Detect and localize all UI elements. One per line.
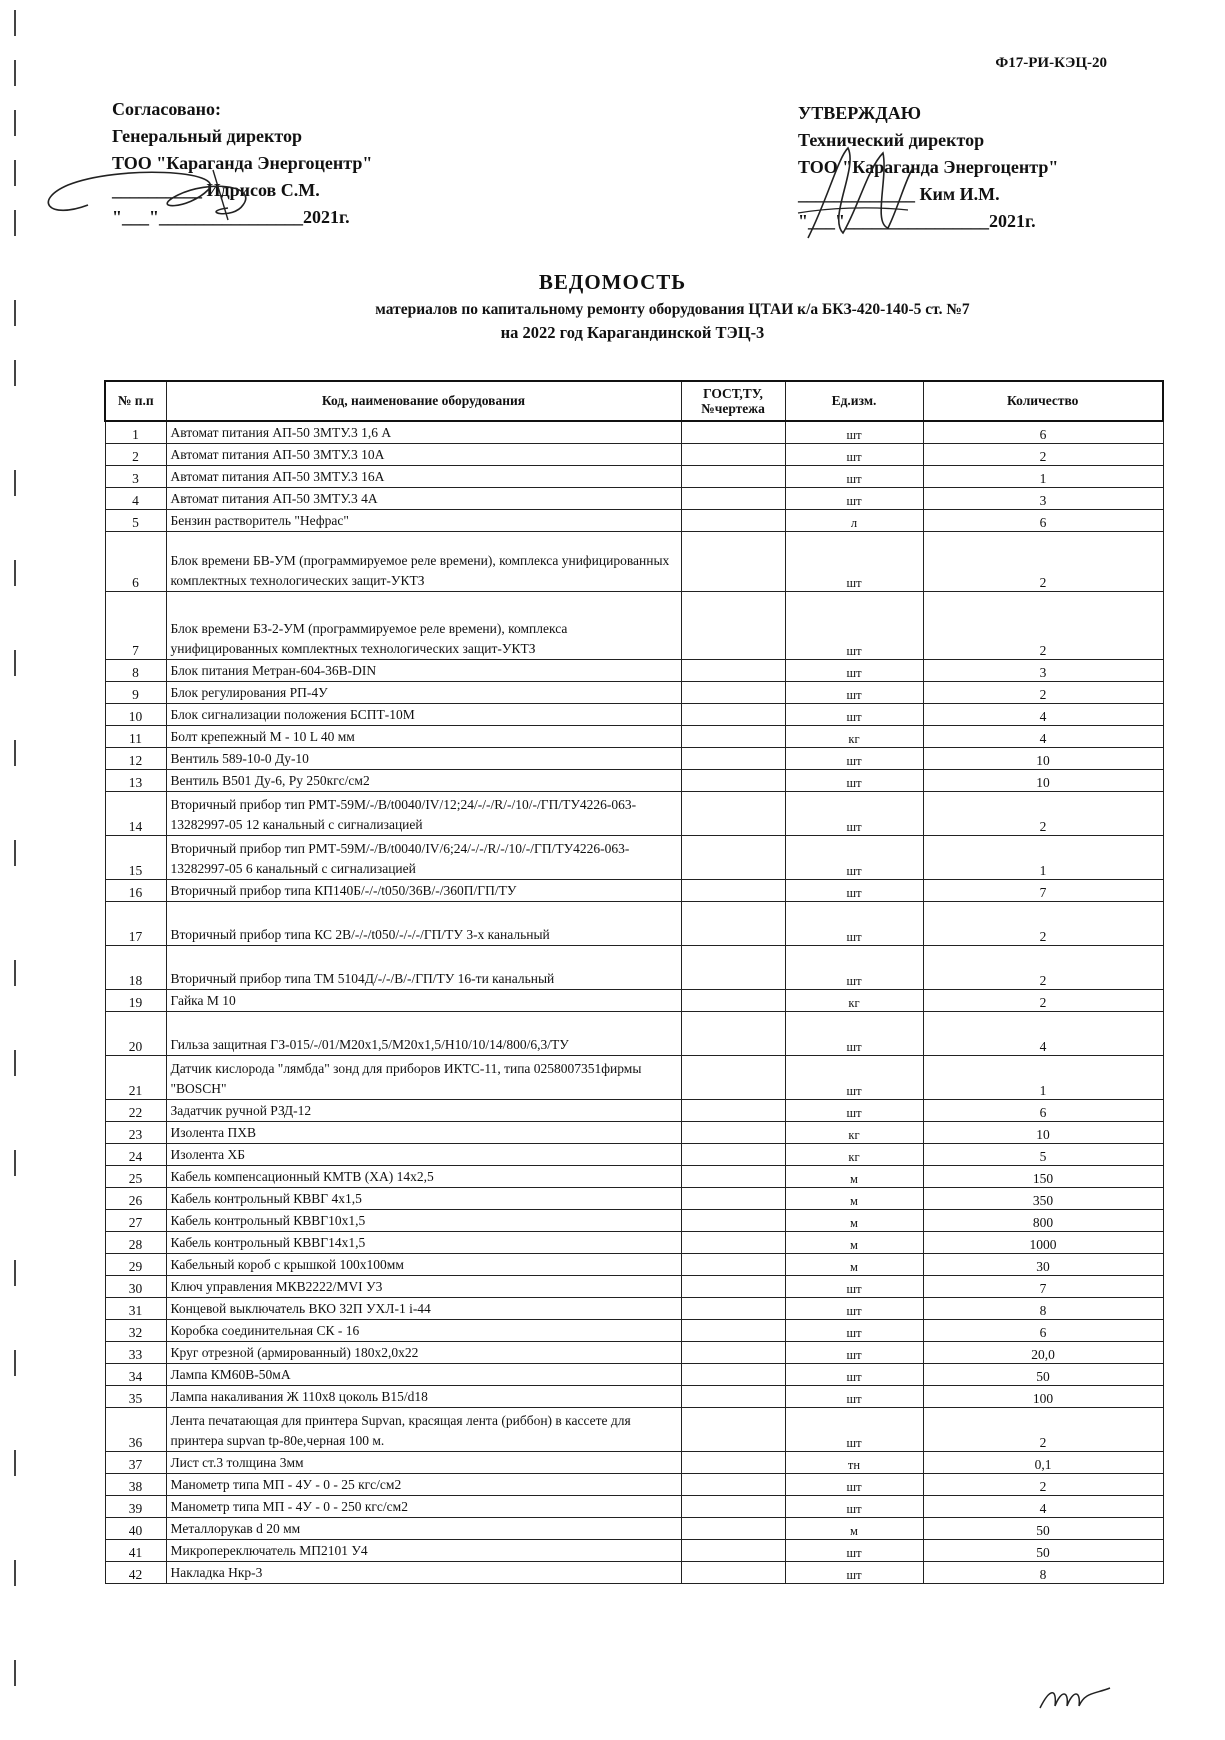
item-quantity: 100: [923, 1385, 1163, 1407]
item-quantity: 30: [923, 1253, 1163, 1275]
item-gost: [681, 1385, 785, 1407]
table-row: [105, 1517, 1163, 1539]
item-unit: шт: [785, 747, 923, 769]
item-quantity: 4: [923, 725, 1163, 747]
item-quantity: 2: [923, 681, 1163, 703]
item-unit: шт: [785, 591, 923, 659]
item-name: Металлорукав d 20 мм: [166, 1517, 681, 1539]
item-quantity: 1000: [923, 1231, 1163, 1253]
approval-left-line5: "___"________________2021г.: [112, 207, 350, 227]
item-quantity: 150: [923, 1165, 1163, 1187]
table-row: [105, 1143, 1163, 1165]
item-name: Кабельный короб с крышкой 100х100мм: [166, 1253, 681, 1275]
item-gost: [681, 945, 785, 989]
item-unit: шт: [785, 1011, 923, 1055]
table-row: [105, 681, 1163, 703]
item-unit: шт: [785, 1319, 923, 1341]
item-quantity: 1: [923, 465, 1163, 487]
item-name: Вторичный прибор типа КП140Б/-/-/t050/36В/-/360П/ГП/ТУ: [166, 879, 681, 901]
document-subtitle-1: материалов по капитальному ремонту оборудования ЦТАИ к/а БКЗ-420-140-5 ст. №7: [375, 301, 970, 318]
item-gost: [681, 1055, 785, 1099]
item-gost: [681, 1297, 785, 1319]
item-quantity: 7: [923, 879, 1163, 901]
table-row: [105, 1297, 1163, 1319]
item-unit: тн: [785, 1451, 923, 1473]
item-quantity: 350: [923, 1187, 1163, 1209]
table-row: [105, 1561, 1163, 1583]
approval-right-line4: _____________ Ким И.М.: [798, 184, 1000, 204]
item-unit: м: [785, 1187, 923, 1209]
item-quantity: 3: [923, 487, 1163, 509]
item-gost: [681, 531, 785, 591]
item-gost: [681, 989, 785, 1011]
row-number: 24: [105, 1143, 166, 1165]
row-number: 26: [105, 1187, 166, 1209]
row-number: 18: [105, 945, 166, 989]
item-name: Кабель компенсационный КМТВ (ХА) 14х2,5: [166, 1165, 681, 1187]
item-name: Круг отрезной (армированный) 180х2,0х22: [166, 1341, 681, 1363]
item-unit: шт: [785, 1363, 923, 1385]
table-row: [105, 703, 1163, 725]
item-unit: шт: [785, 465, 923, 487]
form-code: Ф17-РИ-КЭЦ-20: [995, 55, 1107, 71]
item-gost: [681, 1121, 785, 1143]
row-number: 8: [105, 659, 166, 681]
item-unit: шт: [785, 1297, 923, 1319]
table-row: [105, 879, 1163, 901]
item-unit: шт: [785, 681, 923, 703]
table-row: [105, 1341, 1163, 1363]
approval-left-line2: Генеральный директор: [112, 126, 302, 146]
item-unit: кг: [785, 989, 923, 1011]
item-name: Автомат питания АП-50 3МТУ.3 1,6 А: [166, 421, 681, 443]
table-row: [105, 487, 1163, 509]
item-unit: шт: [785, 791, 923, 835]
item-gost: [681, 1407, 785, 1451]
item-gost: [681, 1561, 785, 1583]
item-gost: [681, 725, 785, 747]
row-number: 13: [105, 769, 166, 791]
item-name: Накладка Нкр-3: [166, 1561, 681, 1583]
item-unit: м: [785, 1231, 923, 1253]
approval-right-line5: "___"________________2021г.: [798, 211, 1036, 231]
row-number: 3: [105, 465, 166, 487]
item-unit: шт: [785, 443, 923, 465]
item-gost: [681, 1451, 785, 1473]
item-quantity: 4: [923, 1495, 1163, 1517]
table-row: [105, 1495, 1163, 1517]
row-number: 10: [105, 703, 166, 725]
item-name: Кабель контрольный КВВГ 4х1,5: [166, 1187, 681, 1209]
item-name: Автомат питания АП-50 3МТУ.3 16А: [166, 465, 681, 487]
header-qty: Количество: [923, 381, 1163, 421]
item-unit: шт: [785, 1473, 923, 1495]
table-row: [105, 1407, 1163, 1451]
item-quantity: 10: [923, 747, 1163, 769]
item-gost: [681, 1363, 785, 1385]
row-number: 16: [105, 879, 166, 901]
item-quantity: 6: [923, 509, 1163, 531]
item-unit: шт: [785, 1407, 923, 1451]
item-name: Вторичный прибор тип РМТ-59М/-/В/t0040/IV/12;24/-/-/R/-/10/-/ГП/ТУ4226-063-13282997-05 12 канальный с сигнализацией: [166, 791, 681, 835]
item-quantity: 2: [923, 989, 1163, 1011]
item-gost: [681, 1011, 785, 1055]
item-gost: [681, 769, 785, 791]
item-quantity: 2: [923, 591, 1163, 659]
row-number: 34: [105, 1363, 166, 1385]
item-name: Манометр типа МП - 4У - 0 - 25 кгс/см2: [166, 1473, 681, 1495]
row-number: 17: [105, 901, 166, 945]
item-gost: [681, 1495, 785, 1517]
item-gost: [681, 747, 785, 769]
item-name: Задатчик ручной РЗД-12: [166, 1099, 681, 1121]
table-row: [105, 465, 1163, 487]
item-name: Блок времени БВ-УМ (программируемое реле времени), комплекса унифицированных комплектных технологических защит-УКТЗ: [166, 531, 681, 591]
item-quantity: 5: [923, 1143, 1163, 1165]
signature-right: [788, 138, 918, 248]
item-quantity: 10: [923, 1121, 1163, 1143]
item-name: Автомат питания АП-50 3МТУ.3 4А: [166, 487, 681, 509]
table-header: [105, 381, 1163, 421]
table-row: [105, 659, 1163, 681]
item-name: Изолента ХБ: [166, 1143, 681, 1165]
row-number: 1: [105, 421, 166, 443]
table-body: [105, 421, 1163, 1583]
item-quantity: 0,1: [923, 1451, 1163, 1473]
header-unit: Ед.изм.: [785, 381, 923, 421]
row-number: 12: [105, 747, 166, 769]
item-quantity: 2: [923, 1473, 1163, 1495]
item-unit: кг: [785, 1143, 923, 1165]
item-quantity: 2: [923, 791, 1163, 835]
item-unit: шт: [785, 531, 923, 591]
table-row: [105, 443, 1163, 465]
item-quantity: 800: [923, 1209, 1163, 1231]
header-name: Код, наименование оборудования: [166, 381, 681, 421]
document-title: ВЕДОМОСТЬ: [538, 270, 687, 294]
item-gost: [681, 1253, 785, 1275]
table-row: [105, 1231, 1163, 1253]
table-row: [105, 945, 1163, 989]
item-quantity: 50: [923, 1363, 1163, 1385]
item-name: Вентиль В501 Ду-6, Ру 250кгс/см2: [166, 769, 681, 791]
row-number: 5: [105, 509, 166, 531]
item-quantity: 4: [923, 1011, 1163, 1055]
item-unit: шт: [785, 659, 923, 681]
table-row: [105, 725, 1163, 747]
item-unit: шт: [785, 1539, 923, 1561]
item-name: Коробка соединительная СК - 16: [166, 1319, 681, 1341]
item-name: Лента печатающая для принтера Supvan, красящая лента (риббон) в кассете для принтера supvan tp-80е,черная 100 м.: [166, 1407, 681, 1451]
item-quantity: 8: [923, 1561, 1163, 1583]
item-gost: [681, 443, 785, 465]
item-unit: шт: [785, 1099, 923, 1121]
row-number: 35: [105, 1385, 166, 1407]
item-gost: [681, 1539, 785, 1561]
materials-table: [104, 380, 1164, 1584]
table-row: [105, 835, 1163, 879]
table-row: [105, 591, 1163, 659]
item-unit: кг: [785, 725, 923, 747]
approval-left-line3: ТОО "Караганда Энергоцентр": [112, 153, 373, 173]
table-row: [105, 791, 1163, 835]
item-gost: [681, 591, 785, 659]
item-name: Изолента ПХВ: [166, 1121, 681, 1143]
row-number: 9: [105, 681, 166, 703]
item-gost: [681, 421, 785, 443]
item-gost: [681, 1473, 785, 1495]
item-name: Вторичный прибор тип РМТ-59М/-/В/t0040/IV/6;24/-/-/R/-/10/-/ГП/ТУ4226-063-13282997-05 6 канальный с сигнализацией: [166, 835, 681, 879]
item-quantity: 1: [923, 1055, 1163, 1099]
scan-margin-marks: [14, 0, 17, 1740]
item-gost: [681, 1143, 785, 1165]
item-name: Гильза защитная ГЗ-015/-/01/М20х1,5/М20х1,5/Н10/10/14/800/6,3/ТУ: [166, 1011, 681, 1055]
item-quantity: 2: [923, 531, 1163, 591]
item-name: Блок времени БЗ-2-УМ (программируемое реле времени), комплекса унифицированных комплектных технологических защит-УКТЗ: [166, 591, 681, 659]
table-row: [105, 989, 1163, 1011]
item-gost: [681, 1275, 785, 1297]
signature-left: [28, 150, 288, 240]
row-number: 42: [105, 1561, 166, 1583]
item-unit: шт: [785, 1385, 923, 1407]
item-gost: [681, 1517, 785, 1539]
item-unit: шт: [785, 769, 923, 791]
row-number: 14: [105, 791, 166, 835]
item-gost: [681, 509, 785, 531]
item-name: Микропереключатель МП2101 У4: [166, 1539, 681, 1561]
row-number: 6: [105, 531, 166, 591]
row-number: 22: [105, 1099, 166, 1121]
item-unit: шт: [785, 901, 923, 945]
row-number: 31: [105, 1297, 166, 1319]
row-number: 38: [105, 1473, 166, 1495]
item-gost: [681, 1165, 785, 1187]
row-number: 28: [105, 1231, 166, 1253]
item-gost: [681, 791, 785, 835]
item-gost: [681, 703, 785, 725]
row-number: 2: [105, 443, 166, 465]
table-row: [105, 1209, 1163, 1231]
table-row: [105, 1011, 1163, 1055]
item-name: Вторичный прибор типа КС 2В/-/-/t050/-/-/-/ГП/ТУ 3-х канальный: [166, 901, 681, 945]
item-gost: [681, 659, 785, 681]
item-quantity: 7: [923, 1275, 1163, 1297]
item-unit: м: [785, 1253, 923, 1275]
approval-right-line3: ТОО "Караганда Энергоцентр": [798, 157, 1059, 177]
table-row: [105, 1363, 1163, 1385]
item-quantity: 2: [923, 443, 1163, 465]
table-row: [105, 1099, 1163, 1121]
item-name: Манометр типа МП - 4У - 0 - 250 кгс/см2: [166, 1495, 681, 1517]
row-number: 25: [105, 1165, 166, 1187]
table-row: [105, 1451, 1163, 1473]
item-quantity: 50: [923, 1539, 1163, 1561]
item-name: Болт крепежный М - 10 L 40 мм: [166, 725, 681, 747]
table-row: [105, 1319, 1163, 1341]
item-quantity: 20,0: [923, 1341, 1163, 1363]
item-name: Датчик кислорода "лямбда" зонд для приборов ИКТС-11, типа 0258007351фирмы "BOSCH": [166, 1055, 681, 1099]
table-row: [105, 1055, 1163, 1099]
item-quantity: 50: [923, 1517, 1163, 1539]
item-gost: [681, 1209, 785, 1231]
row-number: 40: [105, 1517, 166, 1539]
row-number: 32: [105, 1319, 166, 1341]
item-quantity: 6: [923, 1319, 1163, 1341]
item-unit: шт: [785, 1561, 923, 1583]
document-title-block: [0, 270, 1225, 343]
row-number: 39: [105, 1495, 166, 1517]
row-number: 36: [105, 1407, 166, 1451]
item-unit: шт: [785, 835, 923, 879]
item-name: Кабель контрольный КВВГ14х1,5: [166, 1231, 681, 1253]
item-quantity: 10: [923, 769, 1163, 791]
item-quantity: 2: [923, 901, 1163, 945]
item-quantity: 3: [923, 659, 1163, 681]
item-gost: [681, 1187, 785, 1209]
item-unit: шт: [785, 421, 923, 443]
approval-right-line1: УТВЕРЖДАЮ: [798, 103, 922, 123]
item-unit: шт: [785, 1341, 923, 1363]
item-name: Кабель контрольный КВВГ10х1,5: [166, 1209, 681, 1231]
table-row: [105, 901, 1163, 945]
item-name: Лампа накаливания Ж 110х8 цоколь В15/d18: [166, 1385, 681, 1407]
row-number: 33: [105, 1341, 166, 1363]
item-unit: шт: [785, 487, 923, 509]
table-row: [105, 1121, 1163, 1143]
item-quantity: 4: [923, 703, 1163, 725]
row-number: 21: [105, 1055, 166, 1099]
item-name: Гайка М 10: [166, 989, 681, 1011]
item-quantity: 8: [923, 1297, 1163, 1319]
row-number: 4: [105, 487, 166, 509]
table-row: [105, 1539, 1163, 1561]
table-row: [105, 1275, 1163, 1297]
item-gost: [681, 835, 785, 879]
item-gost: [681, 681, 785, 703]
item-name: Концевой выключатель ВКО 32П УХЛ-1 i-44: [166, 1297, 681, 1319]
item-unit: м: [785, 1165, 923, 1187]
item-name: Вторичный прибор типа ТМ 5104Д/-/-/В/-/ГП/ТУ 16-ти канальный: [166, 945, 681, 989]
item-quantity: 6: [923, 421, 1163, 443]
item-quantity: 2: [923, 945, 1163, 989]
approval-right-line2: Технический директор: [798, 130, 985, 150]
row-number: 15: [105, 835, 166, 879]
header-gost-line2: №чертежа: [701, 401, 765, 416]
item-name: Лампа КМ60В-50мА: [166, 1363, 681, 1385]
table-row: [105, 747, 1163, 769]
item-name: Блок сигнализации положения БСПТ-10М: [166, 703, 681, 725]
approval-left-line1: Согласовано:: [112, 99, 221, 119]
item-gost: [681, 1319, 785, 1341]
row-number: 30: [105, 1275, 166, 1297]
header-gost-line1: ГОСТ,ТУ,: [703, 386, 763, 401]
table-row: [105, 421, 1163, 443]
row-number: 19: [105, 989, 166, 1011]
item-unit: шт: [785, 879, 923, 901]
row-number: 11: [105, 725, 166, 747]
table-row: [105, 1165, 1163, 1187]
row-number: 20: [105, 1011, 166, 1055]
item-unit: шт: [785, 703, 923, 725]
item-name: Ключ управления МКВ2222/MVI У3: [166, 1275, 681, 1297]
item-name: Блок регулирования РП-4У: [166, 681, 681, 703]
table-row: [105, 1385, 1163, 1407]
item-gost: [681, 487, 785, 509]
item-unit: м: [785, 1209, 923, 1231]
table-row: [105, 1187, 1163, 1209]
document-subtitle-2: на 2022 год Карагандинской ТЭЦ-3: [500, 323, 765, 342]
table-row: [105, 509, 1163, 531]
item-name: Бензин растворитель "Нефрас": [166, 509, 681, 531]
item-unit: м: [785, 1517, 923, 1539]
approval-left-line4: __________ Идрисов С.М.: [112, 180, 320, 200]
item-unit: шт: [785, 945, 923, 989]
item-gost: [681, 1231, 785, 1253]
item-unit: кг: [785, 1121, 923, 1143]
item-name: Блок питания Метран-604-36В-DIN: [166, 659, 681, 681]
row-number: 41: [105, 1539, 166, 1561]
item-name: Лист ст.3 толщина 3мм: [166, 1451, 681, 1473]
item-gost: [681, 1099, 785, 1121]
header-num: № п.п: [105, 381, 166, 421]
row-number: 7: [105, 591, 166, 659]
item-unit: шт: [785, 1055, 923, 1099]
row-number: 23: [105, 1121, 166, 1143]
item-name: Автомат питания АП-50 3МТУ.3 10А: [166, 443, 681, 465]
item-unit: шт: [785, 1495, 923, 1517]
item-quantity: 2: [923, 1407, 1163, 1451]
page-initials: [1035, 1678, 1115, 1718]
table-row: [105, 769, 1163, 791]
item-quantity: 1: [923, 835, 1163, 879]
row-number: 29: [105, 1253, 166, 1275]
table-row: [105, 1473, 1163, 1495]
item-gost: [681, 879, 785, 901]
item-gost: [681, 1341, 785, 1363]
item-gost: [681, 901, 785, 945]
row-number: 37: [105, 1451, 166, 1473]
item-name: Вентиль 589-10-0 Ду-10: [166, 747, 681, 769]
table-row: [105, 1253, 1163, 1275]
header-gost: [681, 381, 785, 421]
item-quantity: 6: [923, 1099, 1163, 1121]
table-row: [105, 531, 1163, 591]
item-unit: л: [785, 509, 923, 531]
item-unit: шт: [785, 1275, 923, 1297]
row-number: 27: [105, 1209, 166, 1231]
item-gost: [681, 465, 785, 487]
